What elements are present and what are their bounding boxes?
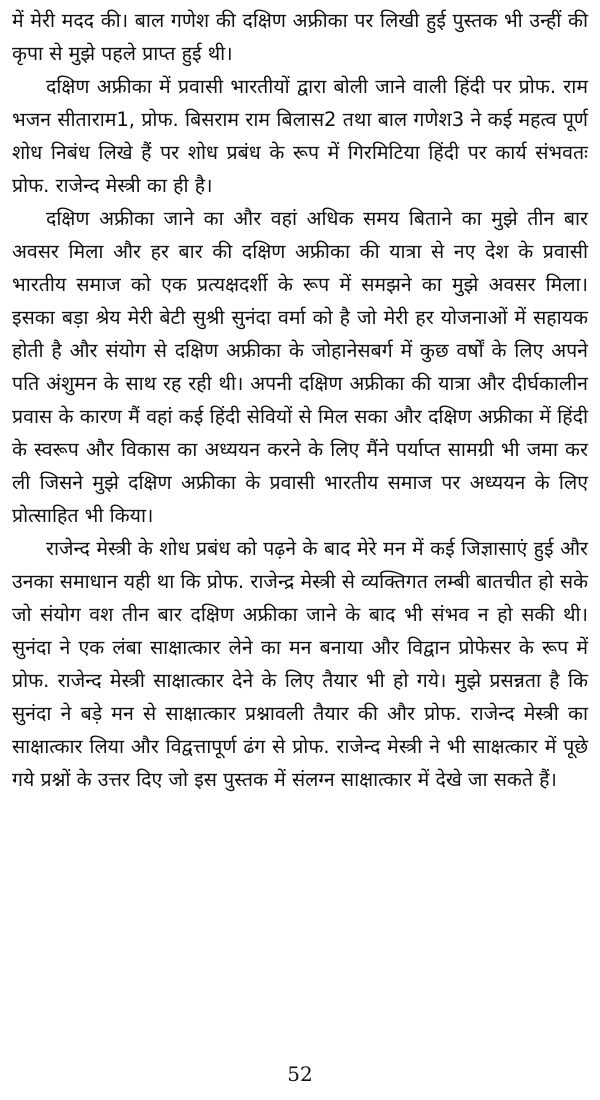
- paragraph-interview: राजेन्द मेस्त्री के शोध प्रबंध को पढ़ने के बाद मेरे मन में कई जिज्ञासाएं हुई और उनका समाधान यही था कि प्रोफ. राजेन्द्र मेस्त्री से व्यक्तिगत लम्बी बातचीत हो सके जो संयोग वश तीन बार दक्षिण अफ्रीका जाने के बाद भी संभव न हो सकी थी। सुनंदा ने एक लंबा साक्षात्कार लेने का मन बनाया और विद्वान प्रोफेसर के रूप में प्रोफ. राजेन्द मेस्त्री साक्षात्कार देने के लिए तैयार भी हो गये। मुझे प्रसन्नता है कि सुनंदा ने बड़े मन से साक्षात्कार प्रश्नावली तैयार की और प्रोफ. राजेन्द मेस्त्री का साक्षात्कार लिया और विद्वत्तापूर्ण ढंग से प्रोफ. राजेन्द मेस्त्री ने भी साक्षत्कार में पूछे गये प्रश्नों के उत्तर दिए जो इस पुस्तक में संलग्न साक्षात्कार में देखे जा सकते हैं।: [12, 537, 588, 791]
- page-number: 52: [287, 1062, 313, 1086]
- paragraph-travel: दक्षिण अफ्रीका जाने का और वहां अधिक समय बिताने का मुझे तीन बार अवसर मिला और हर बार की दक्षिण अफ्रीका की यात्रा से नए देश के प्रवासी भारतीय समाज को एक प्रत्यक्षदर्शी के रूप में समझने का मुझे अवसर मिला। इसका बड़ा श्रेय मेरी बेटी सुश्री सुनंदा वर्मा को है जो मेरी हर योजनाओं में सहायक होती है और संयोग से दक्षिण अफ्रीका के जोहानेसबर्ग में कुछ वर्षों के लिए अपने पति अंशुमन के साथ रह रही थी। अपनी दक्षिण अफ्रीका की यात्रा और दीर्घकालीन प्रवास के कारण मैं वहां कई हिंदी सेवियों से मिल सका और दक्षिण अफ्रीका में हिंदी के स्वरूप और विकास का अध्ययन करने के लिए मैंने पर्याप्त सामग्री भी जमा कर ली जिसने मुझे दक्षिण अफ्रीका के प्रवासी भारतीय समाज पर अध्ययन के लिए प्रोत्साहित भी किया।: [12, 207, 588, 527]
- paragraph-research: दक्षिण अफ्रीका में प्रवासी भारतीयों द्वारा बोली जाने वाली हिंदी पर प्रोफ. राम भजन सीताराम1, प्रोफ. बिसराम राम बिलास2 तथा बाल गणेश3 ने कई महत्व पूर्ण शोध निबंध लिखे हैं पर शोध प्रबंध के रूप में गिरमिटिया हिंदी पर कार्य संभवतः प्रोफ. राजेन्द मेस्त्री का ही है।: [12, 75, 588, 197]
- paragraph-continuation: में मेरी मदद की। बाल गणेश की दक्षिण अफ्रीका पर लिखी हुई पुस्तक भी उन्हीं की कृपा से मुझे पहले प्राप्त हुई थी।: [12, 9, 588, 65]
